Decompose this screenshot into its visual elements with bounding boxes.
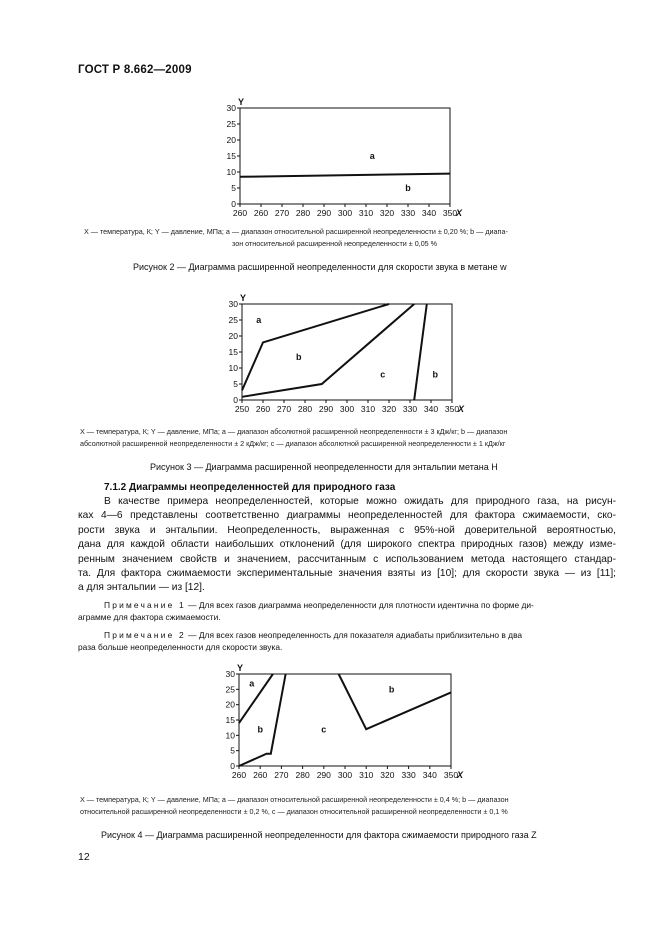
paragraph-line: В качестве примера неопределенностей, которые можно ожидать для природного газа, на рисун- bbox=[104, 496, 616, 507]
fig4-x-tick-label: 340 bbox=[422, 770, 437, 780]
fig4-y-axis-label: Y bbox=[237, 663, 244, 673]
fig3-region-label: b bbox=[295, 352, 302, 362]
fig2-x-axis-label: X bbox=[456, 208, 463, 216]
fig4-x-tick-label: 350 bbox=[443, 770, 459, 780]
fig2-y-tick-label: 15 bbox=[226, 151, 236, 161]
figure-3-legend-line1: X — температура, К; Y — давление, МПа; a — диапазон абсолютной расширенной неопределенности ± 3 кДж/кг; b — диапазон bbox=[80, 427, 508, 436]
fig3-y-tick-label: 25 bbox=[228, 315, 238, 325]
paragraph-line: та. Для фактора сжимаемости экспериментальные значения взяты из [10]; для скорости звука — из [11]; bbox=[78, 568, 616, 580]
paragraph-line: рости звука и энтальпии. Неопределенность, выраженная с 95%-ной доверительной вероятностью, bbox=[78, 524, 616, 536]
figure-4-legend bbox=[80, 794, 620, 818]
fig3-boundary-line-3 bbox=[414, 304, 427, 400]
fig3-x-tick-label: 280 bbox=[297, 404, 313, 414]
fig4-region-label: b bbox=[388, 684, 395, 695]
note-1 bbox=[78, 599, 616, 623]
fig2-y-tick-label: 0 bbox=[231, 199, 236, 209]
fig3-x-tick-label: 340 bbox=[423, 404, 439, 414]
fig4-x-tick-label: 330 bbox=[401, 770, 416, 780]
fig3-y-tick-label: 0 bbox=[233, 395, 238, 405]
paragraph-line: а для энтальпии — из [12]. bbox=[78, 582, 205, 594]
note-1-label: Примечание 1 bbox=[104, 600, 186, 610]
fig2-region-label: a bbox=[369, 151, 375, 162]
fig4-y-tick-label: 10 bbox=[225, 730, 235, 741]
fig2-region-label: b bbox=[405, 183, 411, 194]
fig2-x-tick-label: 300 bbox=[337, 208, 353, 216]
fig2-x-tick-label: 310 bbox=[358, 208, 374, 216]
fig4-y-tick-label: 20 bbox=[225, 699, 235, 710]
fig3-x-tick-label: 350 bbox=[444, 404, 460, 414]
fig2-y-tick-label: 10 bbox=[226, 167, 236, 177]
fig3-y-axis-label: Y bbox=[240, 293, 247, 303]
figure-2-legend-line2: зон относительной расширенной неопределенности ± 0,05 % bbox=[232, 239, 438, 248]
fig3-y-tick-label: 15 bbox=[228, 347, 238, 357]
paragraph-line: ренным значением свойств и значением, рассчитанным с использованием метода настоящего стандар- bbox=[78, 553, 616, 565]
note-2 bbox=[78, 629, 616, 653]
fig4-x-tick-label: 310 bbox=[359, 770, 374, 780]
fig2-y-tick-label: 5 bbox=[231, 183, 236, 193]
figure-3-legend-line2: абсолютной расширенной неопределенности ± 2 кДж/кг; c — диапазон абсолютной расширенной неопределенности ± 1 кДж/кг bbox=[80, 439, 506, 448]
note-2-text: — Для всех газов неопределенность для показателя адиабаты приблизительно в два bbox=[185, 630, 523, 640]
page-number: 12 bbox=[78, 851, 90, 863]
fig2-y-tick-label: 25 bbox=[226, 119, 236, 129]
fig4-y-tick-label: 5 bbox=[230, 745, 235, 756]
section-heading: 7.1.2 Диаграммы неопределенностей для природного газа bbox=[104, 482, 396, 493]
note-1-text: — Для всех газов диаграмма неопределенности для плотности идентична по форме ди- bbox=[185, 600, 534, 610]
fig4-x-tick-label: 280 bbox=[295, 770, 310, 780]
figure-3-title: Рисунок 3 — Диаграмма расширенной неопределенности для энтальпии метана H bbox=[150, 462, 498, 472]
fig4-x-tick-label: 290 bbox=[316, 770, 331, 780]
fig4-x-axis-label: X bbox=[457, 770, 464, 780]
fig4-region-label: a bbox=[249, 678, 255, 689]
figure-2-title: Рисунок 2 — Диаграмма расширенной неопределенности для скорости звука в метане w bbox=[133, 262, 507, 272]
fig3-region-label: b bbox=[432, 369, 438, 380]
fig3-y-tick-label: 20 bbox=[228, 331, 238, 341]
figure-4-legend-line2: относительной расширенной неопределенности ± 0,2 %, c — диапазон относительной расширенной неопределенности ± 0,1 % bbox=[80, 807, 508, 816]
fig2-x-tick-label: 260 bbox=[253, 208, 269, 216]
fig4-y-tick-label: 0 bbox=[230, 761, 235, 771]
fig2-x-tick-label: 260 bbox=[232, 208, 248, 216]
fig2-x-tick-label: 340 bbox=[421, 208, 437, 216]
fig2-x-tick-label: 350 bbox=[442, 208, 458, 216]
fig4-y-tick-label: 30 bbox=[225, 669, 235, 679]
fig3-x-tick-label: 320 bbox=[381, 404, 397, 414]
fig3-y-tick-label: 5 bbox=[233, 379, 238, 389]
fig2-boundary-line-1 bbox=[240, 174, 450, 177]
fig4-x-tick-label: 300 bbox=[337, 770, 353, 780]
fig4-x-tick-label: 260 bbox=[253, 770, 268, 780]
fig2-y-tick-label: 20 bbox=[226, 135, 236, 145]
figure-2-legend bbox=[84, 226, 604, 250]
fig3-x-tick-label: 250 bbox=[234, 404, 250, 414]
figure-3-chart bbox=[218, 286, 488, 421]
paragraph-line: дана для каждой области наибольших отклонений (для широкого спектра природных газов) между изме- bbox=[78, 539, 616, 551]
fig4-x-tick-label: 320 bbox=[380, 770, 395, 780]
fig3-boundary-line-1 bbox=[242, 304, 389, 390]
note-2-label: Примечание 2 bbox=[104, 630, 186, 640]
fig3-region-label: c bbox=[380, 369, 386, 380]
fig3-boundary-line-2 bbox=[242, 304, 414, 397]
fig4-x-tick-label: 260 bbox=[231, 770, 247, 780]
figure-3-legend bbox=[80, 426, 620, 450]
fig2-x-tick-label: 330 bbox=[400, 208, 416, 216]
fig2-plot-frame bbox=[240, 108, 450, 204]
fig3-x-tick-label: 310 bbox=[360, 404, 376, 414]
fig4-boundary-line-3 bbox=[339, 674, 451, 729]
fig3-x-tick-label: 330 bbox=[402, 404, 418, 414]
fig4-y-tick-label: 15 bbox=[225, 715, 235, 725]
note-1-text-cont: аграмме для фактора сжимаемости. bbox=[78, 612, 221, 622]
note-2-text-cont: раза больше неопределенности для скорости звука. bbox=[78, 642, 283, 652]
fig2-x-tick-label: 290 bbox=[316, 208, 332, 216]
fig3-region-label: a bbox=[256, 315, 262, 326]
fig2-y-axis-label: Y bbox=[238, 97, 245, 107]
figure-4-chart bbox=[215, 656, 485, 788]
fig4-x-tick-label: 270 bbox=[274, 770, 289, 780]
section-paragraph bbox=[78, 495, 616, 596]
figure-4-legend-line1: X — температура, К; Y — давление, МПа; a — диапазон относительной расширенной неопределенности ± 0,4 %; b — диапазон bbox=[80, 795, 509, 804]
fig2-x-tick-label: 280 bbox=[295, 208, 311, 216]
figure-2-legend-line1: X — температура, К; Y — давление, МПа; a — диапазон относительной расширенной неопределенности ± 0,20 %; b — диапа- bbox=[84, 227, 508, 236]
fig4-region-label: c bbox=[321, 724, 327, 735]
figure-2-chart bbox=[218, 96, 488, 216]
fig4-y-tick-label: 25 bbox=[225, 684, 235, 695]
fig3-y-tick-label: 10 bbox=[228, 363, 238, 373]
paragraph-line: ках 4—6 представлены соответственно диаграммы неопределенностей для фактора сжимаемости, ско- bbox=[78, 510, 616, 522]
fig3-x-tick-label: 260 bbox=[255, 404, 271, 414]
fig4-region-label: b bbox=[257, 724, 263, 735]
fig3-x-axis-label: X bbox=[458, 404, 465, 414]
fig4-boundary-line-1 bbox=[239, 674, 273, 723]
document-header: ГОСТ Р 8.662—2009 bbox=[78, 64, 192, 76]
fig2-x-tick-label: 320 bbox=[379, 208, 395, 216]
fig3-x-tick-label: 290 bbox=[318, 404, 334, 414]
fig2-x-tick-label: 270 bbox=[274, 208, 290, 216]
fig3-x-tick-label: 270 bbox=[276, 404, 292, 414]
figure-4-title: Рисунок 4 — Диаграмма расширенной неопределенности для фактора сжимаемости природного газа Z bbox=[101, 830, 537, 840]
fig3-y-tick-label: 30 bbox=[228, 299, 238, 309]
fig2-y-tick-label: 30 bbox=[226, 103, 236, 113]
fig3-x-tick-label: 300 bbox=[339, 404, 355, 414]
